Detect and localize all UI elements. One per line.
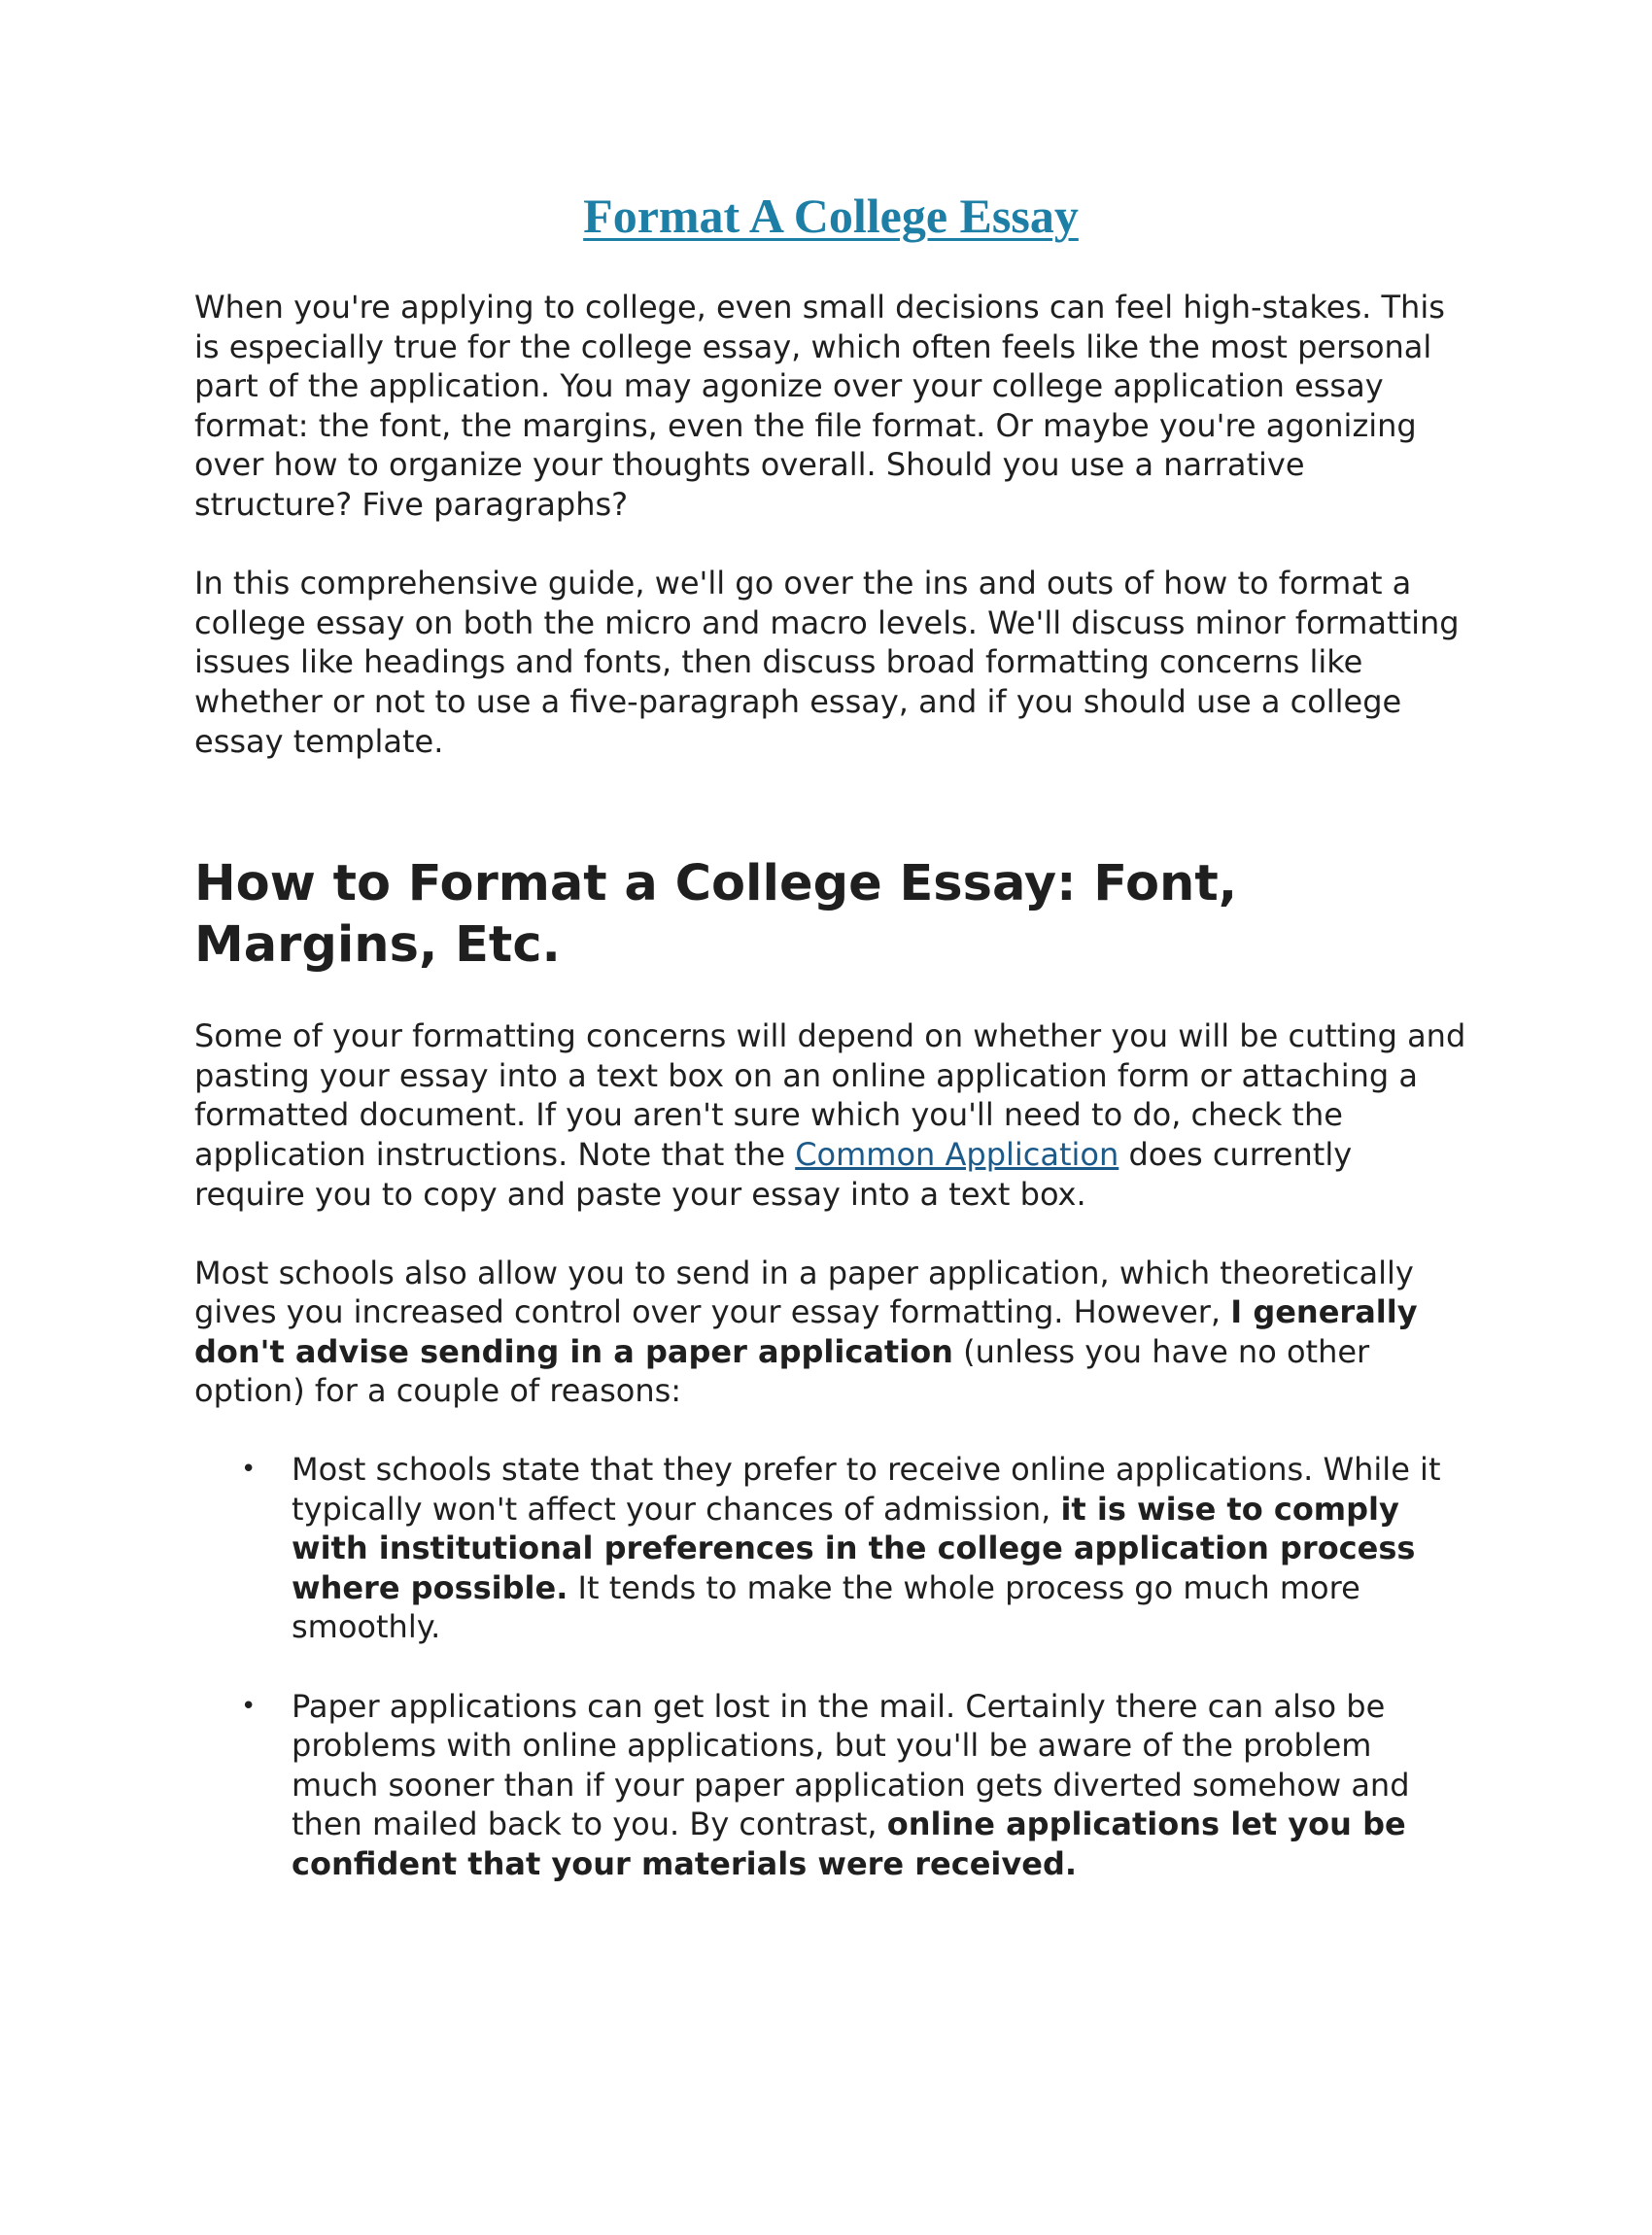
document-title [194,185,1467,247]
common-application-link[interactable]: Common Application [795,1135,1119,1173]
section-paragraph-1 [194,1016,1467,1214]
section-heading: How to Format a College Essay: Font, Margins, Etc. [194,855,1238,975]
section-spacer [194,761,1467,853]
bold-text: it is wise to comply with institutional preferences in the college application process where possible. [292,1490,1416,1606]
list-item-text: It tends to make the whole process go much more smoothly. [292,1568,1360,1646]
section-paragraph-2 [194,1254,1467,1411]
reasons-list [194,1450,1467,1884]
list-item-text: Paper applications can get lost in the mail. Certainly there can also be problems with online applications, but you'll be aware of the problem much sooner than if your paper application gets diverted somehow and then mailed back to you. By contrast, [292,1687,1410,1843]
intro-paragraph-1: When you're applying to college, even small decisions can feel high-stakes. This is especially true for the college essay, which often feels like the most personal part of the application. You may agonize over your college application essay format: the font, the margins, even the file format. Or maybe you're agonizing over how to organize your thoughts overall. Should you use a narrative structure? Five paragraphs? [194,289,1445,523]
bold-text: online applications let you be confident that your materials were received. [292,1805,1406,1882]
list-item [194,1687,1467,1884]
title-link[interactable]: Format A College Essay [583,189,1079,243]
paragraph-text: does currently require you to copy and paste your essay into a text box. [194,1135,1353,1213]
list-item-text: Most schools state that they prefer to receive online applications. While it typically won't affect your chances of admission, [292,1451,1441,1528]
bold-text: I generally don't advise sending in a paper application [194,1293,1418,1370]
list-item [194,1450,1467,1647]
paragraph-text: Most schools also allow you to send in a paper application, which theoretically gives you increased control over your essay formatting. However, [194,1254,1414,1331]
paragraph-text: (unless you have no other option) for a couple of reasons: [194,1332,1370,1410]
bullet-icon: • [241,1691,257,1721]
document-page [194,185,1467,1923]
paragraph-text: Some of your formatting concerns will depend on whether you will be cutting and pasting your essay into a text box on an online application form or attaching a formatted document. If you aren't sure which you'll need to do, check the application instructions. Note that the [194,1017,1466,1173]
bullet-icon: • [241,1455,257,1485]
intro-paragraph-2: In this comprehensive guide, we'll go over the ins and outs of how to format a college essay on both the micro and macro levels. We'll discuss minor formatting issues like headings and fonts, then discuss broad formatting concerns like whether or not to use a five-paragraph essay, and if you should use a college essay template. [194,565,1460,760]
